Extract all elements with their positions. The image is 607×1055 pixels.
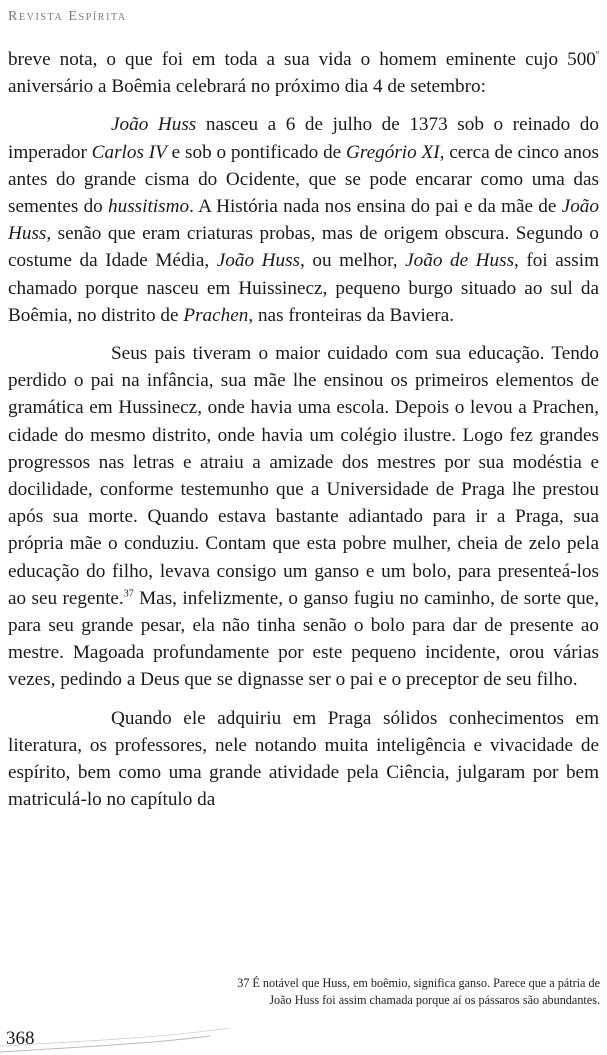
italic-text: Prachen [183, 304, 249, 326]
italic-text: João Huss [8, 196, 599, 245]
superscript: º [595, 49, 599, 61]
italic-text: Gregório XI [346, 141, 440, 163]
italic-text: João de Huss [405, 250, 515, 272]
paragraph: breve nota, o que foi em toda a sua vida o homem eminente cujo $500^º$ aniversário a Boêmia celebrará no próximo dia 4 de setembro: [8, 49, 599, 98]
running-header: Revista Espírita [8, 9, 127, 24]
italic-text: João Huss [111, 114, 197, 136]
paragraph: João Huss nasceu a 6 de julho de 1373 sob o reinado do imperador Carlos IV e sob o pontificado de Gregório XI, cerca de cinco anos antes do grande cisma do Ocidente, que se pode encarar como uma das sementes do hussitismo. A História nada nos ensina do pai e da mãe de João Huss, senão que eram criaturas probas, mas de origem obscura. Segundo o costume da Idade Média, João Huss, ou melhor, João de Huss, foi assim chamado porque nasceu em Huissinecz, pequeno burgo situado ao sul da Boêmia, no distrito de Prachen, nas fronteiras da Baviera. [8, 114, 600, 326]
italic-text: João Huss [216, 250, 301, 272]
italic-text: Carlos IV [91, 141, 167, 163]
footnote-line: 37 É notável que Huss, em boêmio, significa ganso. Parece que a pátria de [237, 976, 600, 990]
italic-text: hussitismo [108, 196, 190, 218]
body-text [8, 46, 599, 813]
paragraph: Seus pais tiveram o maior cuidado com sua educação. Tendo perdido o pai na infância, sua mãe lhe ensinou os primeiros elementos de gramática em Hussinecz, onde havia uma escola. Depois o levou a Prachen, cidade do mesmo distrito, onde havia um colégio ilustre. Logo fez grandes progressos nas letras e atraiu a amizade dos mestres por sua modéstia e docilidade, conforme testemunho que a Universidade de Praga lhe prestou após sua morte. Quando estava bastante adiantado para ir a Praga, sua própria mãe o conduziu. Contam que esta pobre mulher, cheia de zelo pela educação do filho, levava consigo um ganso e um bolo, para presenteá-los ao seu regente.$^{37}$ Mas, infelizmente, o ganso fugiu no caminho, de sorte que, para seu grande pesar, ela não tinha senão o bolo para dar de presente ao mestre. Magoada profundamente por este pequeno incidente, orou várias vezes, pedindo a Deus que se dignasse ser o pai e o preceptor de seu filho. [8, 343, 599, 691]
page-ornament-icon [0, 1020, 260, 1055]
footnote-line: João Huss foi assim chamada porque aí os pássaros são abundantes. [269, 993, 600, 1007]
page-number: 368 [6, 1028, 35, 1049]
paragraph: Quando ele adquiriu em Praga sólidos conhecimentos em literatura, os professores, nele notando muita inteligência e vivacidade de espírito, bem como uma grande atividade pela Ciência, julgaram por bem matriculá-lo no capítulo da [8, 707, 599, 811]
footnote [170, 975, 600, 1009]
superscript: 37 [123, 588, 134, 600]
